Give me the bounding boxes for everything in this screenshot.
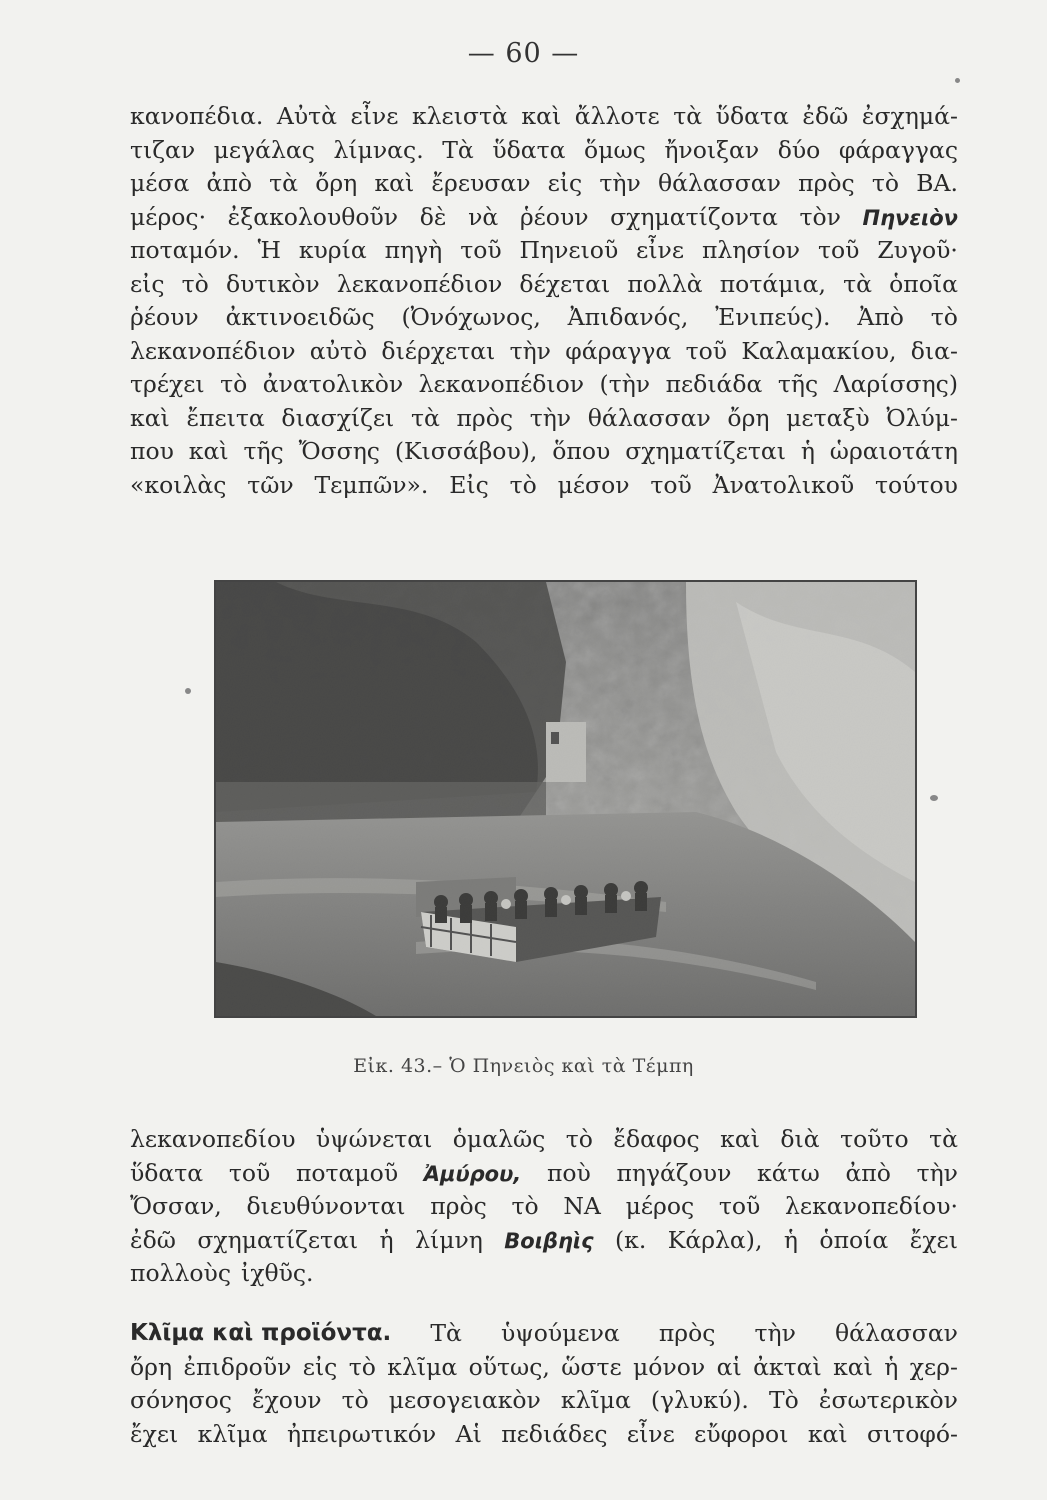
word: Ἀπὸ [857,303,904,331]
text-line [130,268,958,302]
word: καὶ [188,437,229,465]
word: κλειστὰ [411,102,508,130]
text-line [130,1257,958,1291]
text-line [130,1123,958,1157]
word: ἡ [884,1352,899,1381]
word: ὑψούμενα [501,1319,620,1347]
word: Ἡ [257,236,281,264]
word: τρέχει [130,370,205,398]
word: εἰς [547,169,583,197]
word: καὶ [130,403,170,432]
word: «κοιλὰς [130,470,227,499]
word: τούτου [875,470,958,499]
text-line [130,368,958,402]
word: πρὸς [430,1192,487,1220]
word: τοῦ [650,470,692,499]
text-line [130,435,958,469]
word: Τὸ [768,1386,799,1414]
word: ἤνοιξαν [664,135,760,164]
section-heading: Κλῖμα καὶ προϊόντα. [130,1320,392,1346]
word: πηγάζουν [616,1158,732,1187]
word: τῆς [243,437,284,465]
word: Κάρλα), [667,1225,763,1254]
figure-photo [214,580,917,1018]
word: ὄρη [130,1352,173,1381]
word: ὅπου [552,437,611,465]
word: αἱ [716,1352,742,1381]
word: ὁμαλῶς [452,1125,546,1153]
word: τὸ [511,1192,539,1220]
word: μόνον [633,1352,706,1381]
word: σιτοφό- [866,1419,958,1448]
word: ἔχει [130,1419,179,1448]
word: δέχεται [519,269,611,298]
word: ἀκταὶ [753,1352,822,1381]
word: μεγάλας [213,135,315,164]
word: πεδιάδες [501,1419,608,1448]
word: τὸ [181,269,209,298]
word: τὸ [509,470,537,499]
paragraph-rivers [130,100,958,502]
word: τὴν [509,336,551,365]
word: καὶ [720,1125,760,1153]
word: τὰ [410,403,440,432]
word: καὶ [521,102,562,130]
word: νὰ [468,202,499,231]
text-line [130,1224,958,1258]
word: ἄλλοτε [574,102,660,130]
word: τὸ [341,1386,369,1414]
word: εἶνε [636,236,685,264]
text-line [130,134,958,168]
word: τῆς [777,370,819,398]
text-line [130,1157,958,1191]
word: δια- [910,336,958,365]
word [424,1157,522,1191]
word: σόνησος [130,1386,232,1414]
print-speck [955,78,960,83]
word: σχηματίζοντα [610,202,778,231]
word: καὶ [833,1352,873,1381]
word: μέρος· [130,202,207,231]
word: φάραγγα [565,336,672,365]
word: Λαρίσσης) [833,370,958,398]
word: ὁποῖα [889,269,958,298]
word: τὰ [269,169,299,197]
word: (Ὀνόχωνος, [401,303,541,331]
word: ἡ [800,437,815,465]
word: που [130,437,174,465]
word: θάλασσαν [834,1319,958,1347]
word: Τὰ [442,135,474,164]
emphasized-term: Ἀμύρου, [423,1161,522,1186]
word: ἔδαφος [613,1125,700,1153]
word: τοῦ [718,1192,761,1220]
river-ferry-photo [216,582,915,1016]
word: ὡραιοτάτη [829,437,958,465]
word: τοῦ [685,336,727,365]
word: ἐξακολουθοῦν [227,202,399,231]
word: ἀκτινοειδῶς [225,303,375,331]
word: ὅμως [584,135,646,164]
word: ὁποία [819,1225,889,1254]
word: κανοπέδια. [130,102,264,130]
emphasized-term: Βοιβηὶς [504,1228,594,1253]
print-speck [930,795,938,801]
word [863,201,958,235]
text-line [130,201,958,235]
word: ὄρη [727,403,770,432]
word: εἶνε [626,1419,675,1448]
word: τὴν [599,169,641,197]
word: τὰ [673,102,703,130]
word: ἀνατολικὸν [262,370,404,398]
word: κλῖμα [387,1352,458,1381]
word: Ζυγοῦ· [877,236,958,264]
word: Ὄσσαν, [130,1192,222,1220]
word: θάλασσαν [587,403,711,432]
word: τὸ [565,1125,593,1153]
word: πεδιάδα [665,370,763,398]
word: Τὰ [430,1319,462,1347]
word: κυρία [298,236,367,264]
word: λεκανοπεδίου· [785,1192,958,1220]
word: τῶν [247,470,294,499]
word: τοῦ [228,1158,271,1187]
word: ΒΑ. [916,169,958,197]
word: τὴν [529,403,572,432]
word: εἰς [130,269,165,298]
word: ὕδατα [715,102,789,130]
text-line [130,1418,958,1452]
word: ὄρη [315,169,358,197]
word: τιζαν [130,135,196,164]
word: ἐπιδροῦν [183,1352,292,1381]
word: ῥέουν [519,202,589,231]
word: μέρος [625,1192,695,1220]
paragraph-lakes [130,1123,958,1291]
word: Ὀλύμ- [886,403,958,432]
word: πηγὴ [384,236,443,264]
word: Ἐνιπεύς). [715,303,831,331]
page-number: — 60 — [467,38,580,69]
word: διέρχεται [381,336,496,365]
word: μέσον [557,470,630,499]
word: ὕδατα [492,135,566,164]
word: Ἀνατολικοῦ [712,470,855,499]
word: ποτάμια, [719,269,827,298]
text-line [130,301,958,335]
word: διευθύνονται [246,1192,406,1220]
text-line [130,402,958,436]
word: ἀπὸ [206,169,252,197]
word: τὴν [754,1319,796,1347]
word: ἔπειτα [186,403,265,432]
word: χερ- [909,1352,958,1381]
word: λεκανοπέδιον [336,269,503,298]
word: (τὴν [599,370,651,398]
text-line [130,335,958,369]
print-speck [185,688,191,694]
word: πρὸς [456,403,514,432]
word: τὸ [930,303,958,331]
word: θάλασσαν [657,169,781,197]
word: κλῖμα [560,1386,631,1414]
word: ὑψώνεται [315,1125,433,1153]
text-line [130,100,958,134]
word: σχηματίζεται [197,1225,359,1254]
word: ποταμοῦ [295,1158,399,1187]
word: ἐσωτερικὸν [818,1386,958,1414]
word: Ἀπιδανός, [567,303,689,331]
word: πλησίον [701,236,801,264]
word: πρὸς [798,169,855,197]
word: λεκανοπεδίου [130,1125,296,1153]
word: διασχίζει [281,403,395,432]
word: λεκανοπέδιον [130,336,296,365]
word: πολλοὺς [130,1259,231,1287]
word: δύο [777,135,821,164]
word: λίμνας. [333,135,424,164]
word: ὕδατα [130,1158,204,1187]
text-line [130,1317,958,1351]
word: εἶνε [350,102,399,130]
text-line [130,234,958,268]
text-line [130,1351,958,1385]
word: διὰ [780,1125,820,1153]
word: ἰχθῦς. [240,1259,314,1287]
word: τὰ [843,269,873,298]
word: τὸ [871,169,900,197]
word: ὥστε [561,1352,622,1381]
word: ΝΑ [563,1192,601,1220]
word: ἀπὸ [845,1158,891,1187]
word: ἡ [783,1225,798,1254]
word: τὴν [916,1158,958,1187]
word: τὸ [348,1352,376,1381]
emphasized-term: Πηνειὸν [862,205,958,230]
word: κάτω [757,1158,820,1187]
word: δυτικὸν [225,269,320,298]
word: πολλὰ [627,269,703,298]
word: (γλυκύ). [650,1386,749,1414]
word: οὕτως, [468,1352,550,1381]
text-line [130,1190,958,1224]
word: λίμνη [415,1225,483,1254]
word: ἔχουν [251,1386,322,1414]
word: λεκανοπέδιον [418,370,585,398]
word: καὶ [374,169,415,197]
word: μεσογειακὸν [388,1386,541,1414]
word: Αἱ [455,1419,482,1448]
word: πρὸς [658,1319,716,1347]
word: Πηνειοῦ [519,236,619,264]
word: Εἰς [449,470,489,499]
word: ἐσχημά- [861,102,958,130]
figure-caption: Εἰκ. 43.– Ὁ Πηνειὸς καὶ τὰ Τέμπη [353,1055,694,1077]
word: τοῦτο [840,1125,909,1153]
word: τοῦ [460,236,502,264]
word: αὐτὸ [309,336,368,365]
word: Ὄσσης [298,437,380,465]
word: ἐδῶ [130,1225,176,1254]
word: καὶ [807,1419,848,1448]
word: τὸν [799,202,841,231]
text-line [130,469,958,503]
word: εἰς [302,1352,338,1381]
word: τὰ [929,1125,958,1153]
word: ἐδῶ [802,102,849,130]
word: Καλαμακίου, [741,336,897,365]
paragraph-climate [130,1317,958,1451]
word: (Κισσάβου), [394,437,538,465]
word: εὔφοροι [694,1419,789,1448]
word: μεταξὺ [786,403,870,432]
word: φάραγγας [838,135,958,164]
word: δὲ [419,202,447,231]
word: ἔρευσαν [431,169,531,197]
word: ἡ [379,1225,394,1254]
word: τοῦ [817,236,860,264]
word: σχηματίζεται [625,437,786,465]
word: Τεμπῶν». [314,470,429,499]
word: κλῖμα [197,1419,268,1448]
word: ἠπειρωτικόν [286,1419,437,1448]
text-line [130,167,958,201]
word: Αὐτὰ [276,102,337,130]
word: ποταμόν. [130,236,240,264]
word: ἔχει [909,1225,958,1254]
word: ποὺ [546,1158,591,1187]
word: ῥέουν [130,303,199,331]
word: τὸ [220,370,248,398]
word: μέσα [130,169,190,197]
text-line [130,1384,958,1418]
word: (κ. [614,1225,647,1254]
word [504,1224,593,1258]
